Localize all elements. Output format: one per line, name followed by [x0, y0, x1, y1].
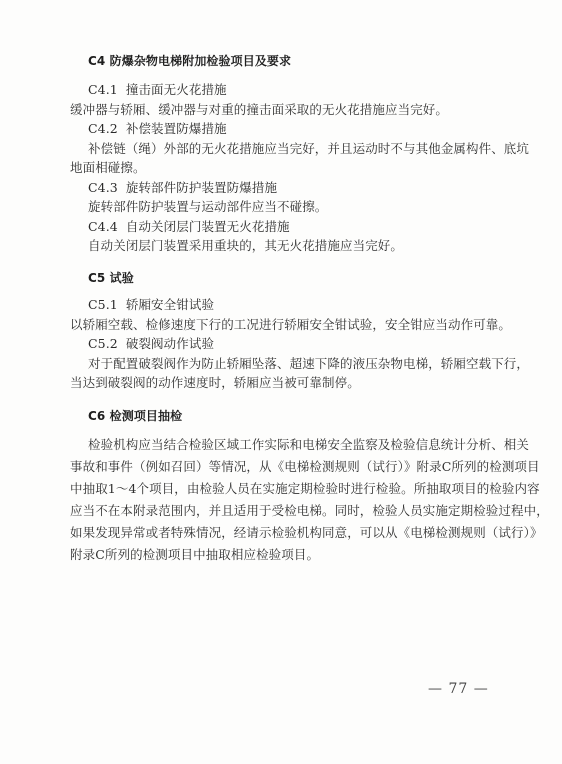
body-line: 当达到破裂阀的动作速度时，轿厢应当被可靠制停。 [70, 375, 360, 390]
subsection-title: 自动关闭层门装置无火花措施 [125, 219, 290, 234]
subsection-c5-1-heading [88, 297, 214, 313]
body-line: 事故和事件（例如召回）等情况，从《电梯检测规则（试行）》附录C所列的检测项目 [70, 459, 540, 474]
body-line: 应当不在本附录范围内，并且适用于受检电梯。同时，检验人员实施定期检验过程中， [70, 503, 549, 518]
body-line: 地面相碰擦。 [70, 160, 146, 175]
section-heading-c4: C4 防爆杂物电梯附加检验项目及要求 [88, 54, 292, 68]
body-line: 旋转部件防护装置与运动部件应当不碰擦。 [88, 199, 328, 214]
subsection-number: C5.1 [88, 297, 118, 312]
section-heading-c5: C5 试验 [88, 271, 134, 285]
subsection-c5-2-heading [88, 336, 214, 352]
subsection-number: C4.4 [88, 219, 118, 234]
subsection-number: C4.2 [88, 121, 118, 136]
subsection-c4-4-heading [88, 219, 290, 235]
body-line: 补偿链（绳）外部的无火花措施应当完好，并且运动时不与其他金属构件、底坑 [88, 141, 530, 156]
subsection-c4-1-heading [88, 82, 227, 98]
section-heading-c6: C6 检测项目抽检 [88, 409, 183, 423]
subsection-title: 撞击面无火花措施 [125, 82, 227, 97]
body-line: 如果发现异常或者特殊情况，经请示检验机构同意，可以从《电梯检测规则（试行）》 [70, 525, 543, 540]
subsection-number: C5.2 [88, 336, 118, 351]
subsection-number: C4.3 [88, 180, 118, 195]
body-line: 附录C所列的检测项目中抽取相应检验项目。 [70, 547, 320, 562]
page-number: — 77 — [428, 681, 489, 697]
subsection-number: C4.1 [88, 82, 118, 97]
body-line: 缓冲器与轿厢、缓冲器与对重的撞击面采取的无火花措施应当完好。 [70, 102, 449, 117]
subsection-c4-3-heading [88, 180, 277, 196]
body-line: 自动关闭层门装置采用重块的，其无火花措施应当完好。 [88, 238, 404, 253]
body-line: 对于配置破裂阀作为防止轿厢坠落、超速下降的液压杂物电梯，轿厢空载下行， [88, 356, 530, 371]
subsection-title: 破裂阀动作试验 [125, 336, 215, 351]
subsection-c4-2-heading [88, 121, 227, 137]
body-line: 检验机构应当结合检验区域工作实际和电梯安全监察及检验信息统计分析、相关 [88, 437, 530, 452]
body-line: 以轿厢空载、检修速度下行的工况进行轿厢安全钳试验，安全钳应当动作可靠。 [70, 317, 512, 332]
subsection-title: 轿厢安全钳试验 [125, 297, 215, 312]
subsection-title: 旋转部件防护装置防爆措施 [125, 180, 278, 195]
body-line: 中抽取1～4个项目，由检验人员在实施定期检验时进行检验。所抽取项目的检验内容 [70, 481, 540, 496]
subsection-title: 补偿装置防爆措施 [125, 121, 227, 136]
